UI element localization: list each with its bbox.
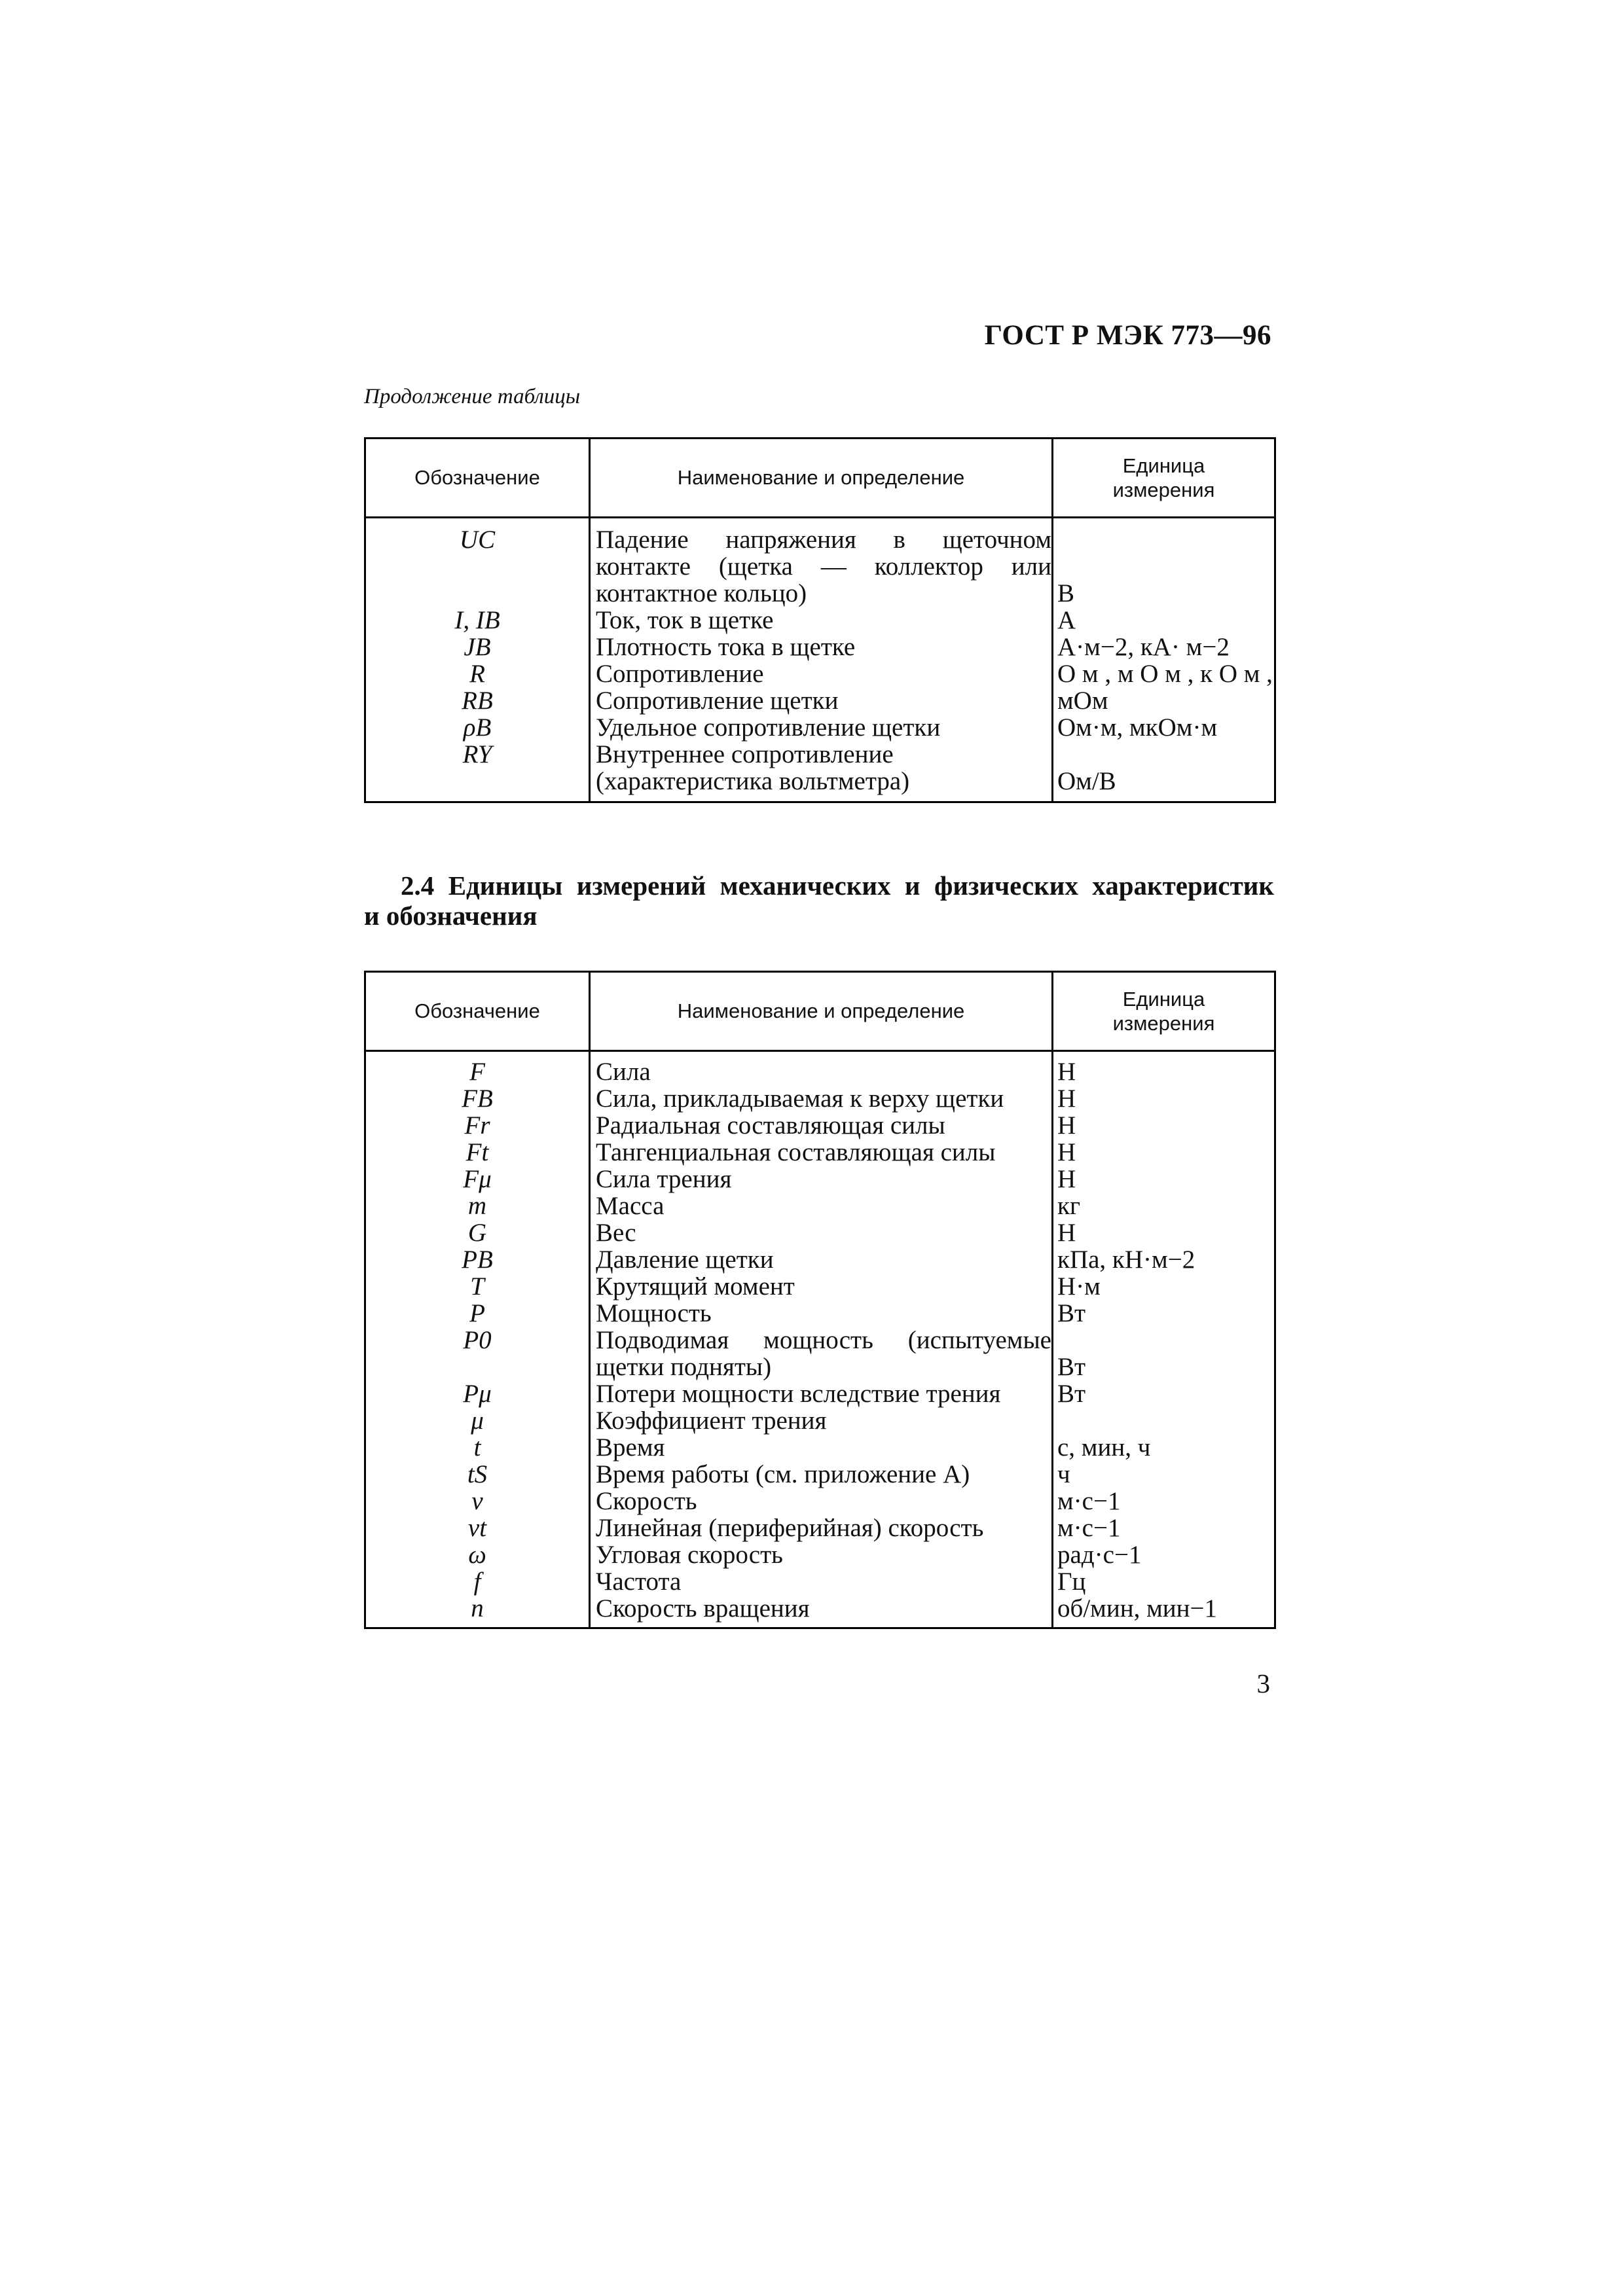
name-column bbox=[590, 1051, 1053, 1628]
unit-line: Гц bbox=[1057, 1568, 1086, 1596]
standard-designation: ГОСТ Р МЭК 773—96 bbox=[984, 320, 1271, 351]
unit-line: с, мин, ч bbox=[1057, 1433, 1151, 1462]
mechanical-symbols-table bbox=[364, 971, 1276, 1629]
symbol-line: P bbox=[469, 1299, 485, 1327]
name-line: Частота bbox=[596, 1568, 682, 1596]
name-line: Линейная (периферийная) скорость bbox=[596, 1514, 984, 1542]
name-line: Плотность тока в щетке bbox=[596, 633, 856, 661]
unit-line: О м , м О м , к О м , bbox=[1057, 660, 1273, 688]
header-unit-line2: измерения bbox=[1112, 478, 1215, 501]
unit-line: м·с−1 bbox=[1057, 1487, 1121, 1515]
unit-line: А bbox=[1057, 606, 1076, 634]
header-unit-line1: Единица bbox=[1122, 987, 1205, 1011]
unit-line: Н bbox=[1057, 1058, 1076, 1086]
symbol-line: Ft bbox=[465, 1138, 489, 1166]
unit-line: Ом·м, мкОм·м bbox=[1057, 713, 1218, 742]
name-line: Время работы (см. приложение А) bbox=[596, 1460, 970, 1488]
symbol-line: RY bbox=[462, 740, 492, 768]
unit-line: мОм bbox=[1057, 687, 1108, 715]
symbol-line: UC bbox=[459, 526, 496, 554]
name-line: Удельное сопротивление щетки bbox=[596, 713, 941, 742]
name-line: Скорость bbox=[596, 1487, 697, 1515]
table-header-row bbox=[365, 439, 1275, 518]
unit-line bbox=[1057, 741, 1274, 768]
unit-line: Н bbox=[1057, 1165, 1076, 1193]
electrical-symbols-table bbox=[364, 437, 1276, 803]
symbol-line: Fμ bbox=[463, 1165, 492, 1193]
name-column bbox=[590, 518, 1053, 802]
symbol-line: PB bbox=[462, 1246, 493, 1274]
unit-line: Н bbox=[1057, 1138, 1076, 1166]
symbol-line: m bbox=[467, 1192, 487, 1220]
unit-line: Н bbox=[1057, 1111, 1076, 1139]
unit-line: Ом/В bbox=[1057, 767, 1116, 795]
section-heading-line2: и обозначения bbox=[364, 901, 538, 931]
symbol-line: JB bbox=[464, 633, 491, 661]
symbol-line: P0 bbox=[463, 1326, 492, 1354]
unit-line: кг bbox=[1057, 1192, 1080, 1220]
symbol-line bbox=[366, 1354, 589, 1380]
page-number: 3 bbox=[1256, 1668, 1270, 1698]
name-line: Внутреннее сопротивление bbox=[596, 740, 894, 768]
name-line: Потери мощности вследствие трения bbox=[596, 1380, 1001, 1408]
symbol-line: v bbox=[471, 1487, 483, 1515]
unit-line: Вт bbox=[1057, 1299, 1086, 1327]
symbol-line bbox=[366, 768, 589, 795]
name-line: Сила трения bbox=[596, 1165, 732, 1193]
name-line: Подводимая мощность (испытуемые bbox=[596, 1326, 1051, 1354]
header-symbol: Обозначение bbox=[365, 439, 590, 518]
symbol-line: ω bbox=[468, 1541, 486, 1569]
name-line: Мощность bbox=[596, 1299, 712, 1327]
unit-line bbox=[1057, 1407, 1274, 1434]
unit-column bbox=[1053, 1051, 1275, 1628]
name-line: Сопротивление щетки bbox=[596, 687, 839, 715]
symbol-line: f bbox=[473, 1568, 481, 1596]
symbol-line: ρB bbox=[463, 713, 492, 742]
name-line: Угловая скорость bbox=[596, 1541, 783, 1569]
header-unit bbox=[1053, 972, 1275, 1051]
name-line: Скорость вращения bbox=[596, 1594, 810, 1623]
name-line: Радиальная составляющая силы bbox=[596, 1111, 945, 1139]
name-line: Крутящий момент bbox=[596, 1272, 795, 1300]
symbol-line: F bbox=[469, 1058, 485, 1086]
unit-line: Н bbox=[1057, 1219, 1076, 1247]
name-line: Давление щетки bbox=[596, 1246, 774, 1274]
symbol-line bbox=[366, 580, 589, 607]
name-line: Сила, прикладываемая к верху щетки bbox=[596, 1085, 1004, 1113]
table-body-row bbox=[365, 518, 1275, 802]
name-line: (характеристика вольтметра) bbox=[596, 767, 910, 795]
name-line: щетки подняты) bbox=[596, 1353, 772, 1381]
header-symbol: Обозначение bbox=[365, 972, 590, 1051]
unit-line: Н bbox=[1057, 1085, 1076, 1113]
name-line: Падение напряжения в щеточном bbox=[596, 526, 1051, 554]
header-name: Наименование и определение bbox=[590, 972, 1053, 1051]
unit-line: Н·м bbox=[1057, 1272, 1101, 1300]
table-header-row bbox=[365, 972, 1275, 1051]
table-continuation-label: Продолжение таблицы bbox=[364, 385, 581, 408]
header-unit-line1: Единица bbox=[1122, 454, 1205, 477]
symbol-line: tS bbox=[467, 1460, 488, 1488]
symbol-line: Pμ bbox=[463, 1380, 492, 1408]
unit-line: ч bbox=[1057, 1460, 1070, 1488]
name-line: Вес bbox=[596, 1219, 636, 1247]
unit-line bbox=[1057, 1327, 1274, 1354]
unit-line bbox=[1057, 526, 1274, 553]
name-line: Сила bbox=[596, 1058, 651, 1086]
header-unit-line2: измерения bbox=[1112, 1012, 1215, 1035]
symbol-column bbox=[365, 1051, 590, 1628]
symbol-line: I, IB bbox=[454, 606, 500, 634]
symbol-line: R bbox=[469, 660, 485, 688]
name-line: Коэффициент трения bbox=[596, 1407, 827, 1435]
symbol-line: μ bbox=[471, 1407, 484, 1435]
unit-line: м·с−1 bbox=[1057, 1514, 1121, 1542]
symbol-line: vt bbox=[467, 1514, 487, 1542]
symbol-line: FB bbox=[462, 1085, 493, 1113]
symbol-column bbox=[365, 518, 590, 802]
section-heading-line1: 2.4 Единицы измерений механических и физических характеристик bbox=[401, 870, 1274, 901]
symbol-line: T bbox=[470, 1272, 484, 1300]
unit-line bbox=[1057, 553, 1274, 580]
unit-line: Вт bbox=[1057, 1353, 1086, 1381]
name-line: Сопротивление bbox=[596, 660, 764, 688]
symbol-line bbox=[366, 553, 589, 580]
name-line: контактное кольцо) bbox=[596, 579, 807, 607]
header-name: Наименование и определение bbox=[590, 439, 1053, 518]
name-line: Тангенциальная составляющая силы bbox=[596, 1138, 996, 1166]
symbol-line: RB bbox=[462, 687, 493, 715]
unit-line: рад·с−1 bbox=[1057, 1541, 1142, 1569]
symbol-line: Fr bbox=[464, 1111, 490, 1139]
name-line: Время bbox=[596, 1433, 665, 1462]
symbol-line: t bbox=[473, 1433, 481, 1462]
unit-line: об/мин, мин−1 bbox=[1057, 1594, 1218, 1623]
symbol-line: G bbox=[467, 1219, 487, 1247]
name-line: контакте (щетка — коллектор или bbox=[596, 552, 1051, 581]
unit-column bbox=[1053, 518, 1275, 802]
header-unit bbox=[1053, 439, 1275, 518]
section-heading bbox=[364, 870, 1274, 931]
unit-line: Вт bbox=[1057, 1380, 1086, 1408]
symbol-line: n bbox=[471, 1594, 484, 1623]
unit-line: А·м−2, кА· м−2 bbox=[1057, 633, 1230, 661]
unit-line: кПа, кН·м−2 bbox=[1057, 1246, 1195, 1274]
name-line: Ток, ток в щетке bbox=[596, 606, 774, 634]
unit-line: В bbox=[1057, 579, 1075, 607]
table-body-row bbox=[365, 1051, 1275, 1628]
name-line: Масса bbox=[596, 1192, 665, 1220]
